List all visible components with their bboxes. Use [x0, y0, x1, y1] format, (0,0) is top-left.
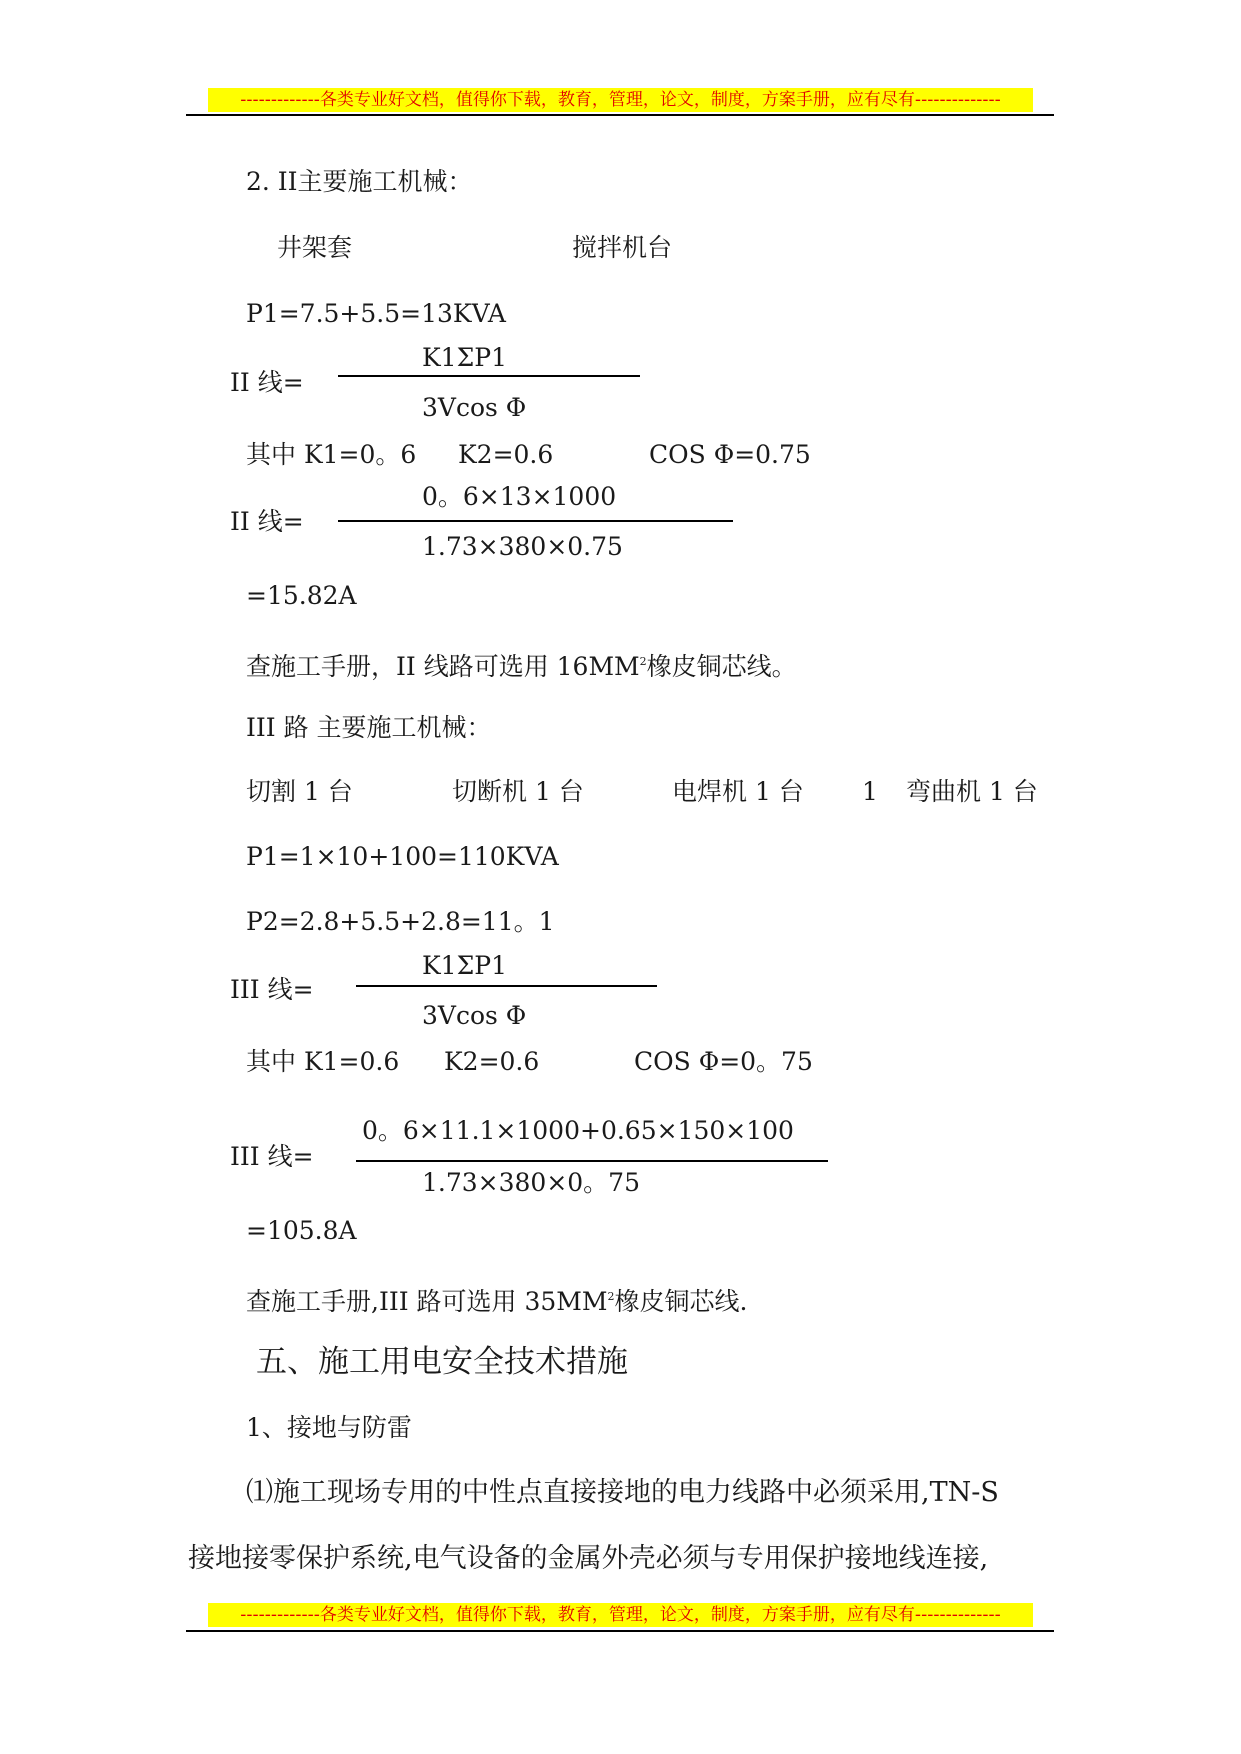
line3-formula-denominator: 3Vcos Φ — [422, 1001, 527, 1030]
line2-coeff-cos: COS Φ=0.75 — [649, 440, 811, 469]
line2-calc-denominator: 1.73×380×0.75 — [422, 532, 623, 561]
line3-calc-bar — [356, 1160, 828, 1162]
line3-calc-denominator: 1.73×380×0。75 — [422, 1168, 640, 1197]
line2-coeff-k1: 其中 K1=0。6 — [246, 440, 417, 469]
line3-coeff-cos: COS Φ=0。75 — [634, 1047, 813, 1076]
line2-calc-numerator: 0。6×13×1000 — [422, 482, 617, 511]
line3-machine-2: 切断机 1 台 — [452, 777, 584, 806]
line3-conclusion: 查施工手册,III 路可选用 $35MM^2$橡皮铜芯线. — [246, 1287, 748, 1316]
line2-formula-numerator: K1ΣP1 — [422, 343, 507, 372]
line3-p2: P2=2.8+5.5+2.8=11。1 — [246, 907, 555, 936]
line3-calc-numerator: 0。6×11.1×1000+0.65×150×100 — [362, 1116, 794, 1145]
line3-machine-4: 弯曲机 1 台 — [906, 777, 1038, 806]
line3-calc-label: III 线= — [230, 1142, 314, 1171]
footer-banner: -------------各类专业好文档，值得你下载，教育，管理，论文，制度，方案手册，应有尽有-------------- — [208, 1603, 1033, 1627]
line2-formula-bar — [338, 375, 640, 377]
footer-rule — [186, 1630, 1054, 1632]
line3-formula-numerator: K1ΣP1 — [422, 951, 507, 980]
line3-machine-1: 切割 1 台 — [246, 777, 353, 806]
line2-formula-label: II 线= — [230, 368, 304, 397]
line2-p1: P1=7.5+5.5=13KVA — [246, 299, 506, 328]
line3-title: III 路 主要施工机械： — [246, 713, 492, 742]
line2-formula-denominator: 3Vcos Φ — [422, 393, 527, 422]
line3-coeff-k2: K2=0.6 — [444, 1047, 540, 1076]
line3-p1: P1=1×10+100=110KVA — [246, 842, 559, 871]
line2-machine-2: 搅拌机台 — [572, 233, 673, 262]
line2-conclusion: 查施工手册，II 线路可选用 $16MM^2$橡皮铜芯线。 — [246, 652, 797, 681]
section5-heading: 五、施工用电安全技术措施 — [256, 1344, 628, 1380]
line3-result: =105.8A — [246, 1216, 357, 1245]
line2-calc-bar — [338, 520, 733, 522]
line3-coeff-k1: 其中 K1=0.6 — [246, 1047, 400, 1076]
line2-calc-label: II 线= — [230, 507, 304, 536]
section5-para1-line1: ⑴施工现场专用的中性点直接接地的电力线路中必须采用,TN-S — [246, 1477, 999, 1508]
line3-formula-label: III 线= — [230, 975, 314, 1004]
line3-machine-3: 电焊机 1 台 — [672, 777, 804, 806]
section5-para1-line2: 接地接零保护系统,电气设备的金属外壳必须与专用保护接地线连接, — [188, 1543, 989, 1574]
line2-title: 2. II主要施工机械： — [246, 167, 473, 196]
header-rule — [186, 114, 1054, 116]
line3-machine-4-count: 1 — [862, 777, 878, 806]
line3-formula-bar — [356, 985, 657, 987]
line2-coeff-k2: K2=0.6 — [458, 440, 554, 469]
section5-sub1: 1、接地与防雷 — [246, 1413, 412, 1442]
line2-machine-1: 井架套 — [277, 233, 353, 262]
line2-result: =15.82A — [246, 581, 357, 610]
header-banner: -------------各类专业好文档，值得你下载，教育，管理，论文，制度，方案手册，应有尽有-------------- — [208, 88, 1033, 112]
